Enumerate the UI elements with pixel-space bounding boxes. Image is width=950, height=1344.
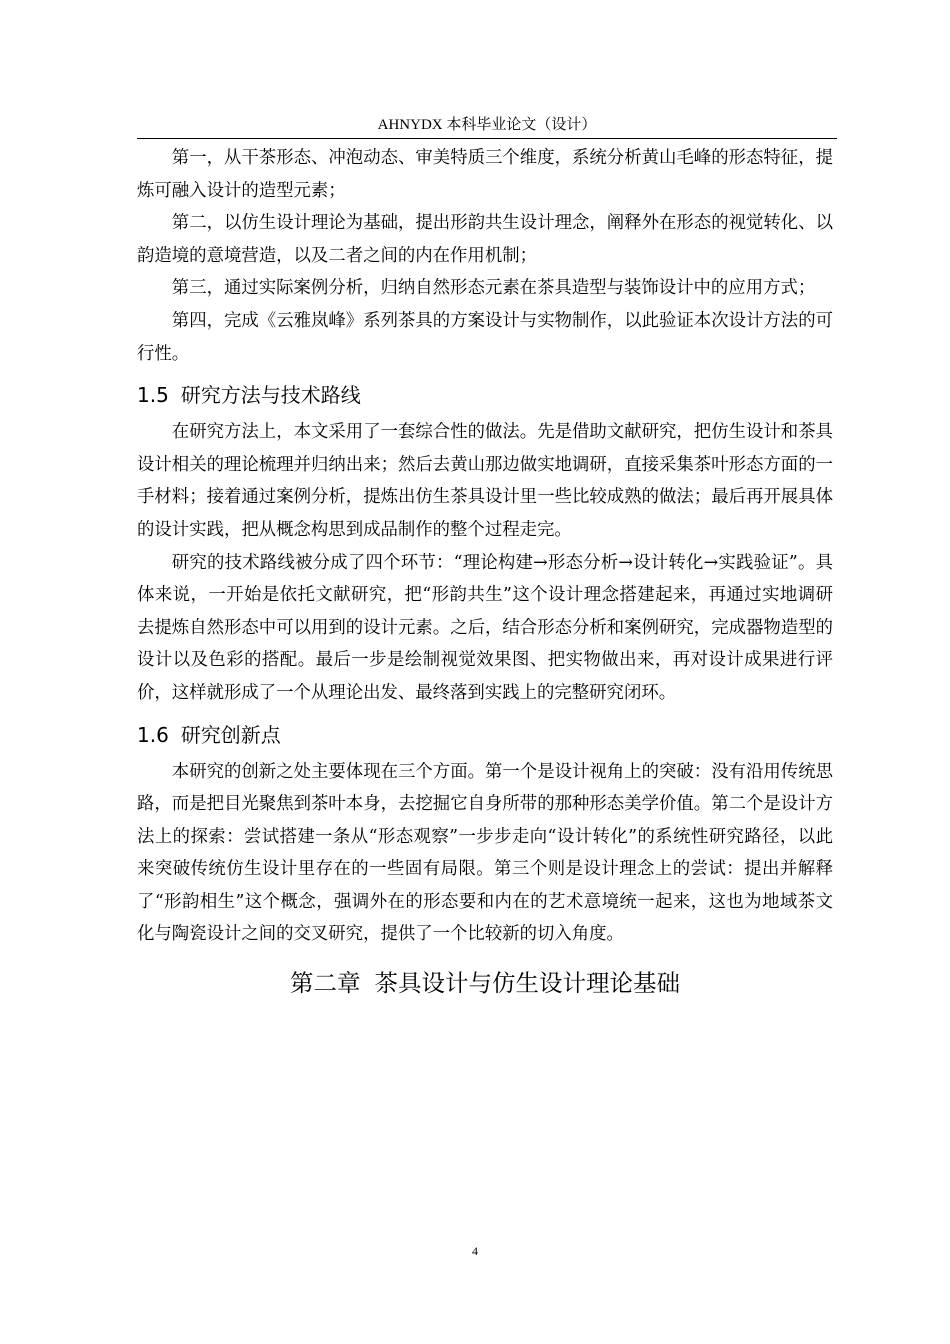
- section-heading-1-6: [137, 710, 833, 756]
- page-number: 4: [472, 1244, 478, 1258]
- section-title: 研究创新点: [180, 722, 281, 747]
- header-rule: [137, 138, 837, 139]
- section-heading-1-5: [137, 370, 833, 416]
- paragraph-objective-4: 第四，完成《云雅岚峰》系列茶具的方案设计与实物制作，以此验证本次设计方法的可行性。: [137, 310, 833, 364]
- paragraph-objective-3: 第三，通过实际案例分析，归纳自然形态元素在茶具造型与装饰设计中的应用方式；: [171, 278, 816, 299]
- chapter-number: 第二章: [290, 969, 361, 998]
- chapter-title: 茶具设计与仿生设计理论基础: [374, 969, 680, 998]
- body-content: [137, 142, 833, 1009]
- paragraph-objective-2: 第二，以仿生设计理论为基础，提出形韵共生设计理念，阐释外在形态的视觉转化、以韵造境的意境营造，以及二者之间的内在作用机制；: [137, 213, 833, 266]
- section-number: 1.5: [137, 383, 169, 408]
- paragraph-technical-route: 研究的技术路线被分成了四个环节：“理论构建→形态分析→设计转化→实践验证”。具体来说，一开始是依托文献研究，把“形韵共生”这个设计理念搭建起来，再通过实地调研去提炼自然形态中可以用到的设计元素。之后，结合形态分析和案例研究，完成器物造型的设计以及色彩的搭配。最后一步是绘制视觉效果图、把实物做出来，再对设计成果进行评价，这样就形成了一个从理论出发、最终落到实践上的完整研究闭环。: [137, 552, 833, 703]
- paragraph-research-methods: 在研究方法上，本文采用了一套综合性的做法。先是借助文献研究，把仿生设计和茶具设计相关的理论梳理并归纳出来；然后去黄山那边做实地调研，直接采集茶叶形态方面的一手材料；接着通过案例分析，提炼出仿生茶具设计里一些比较成熟的做法；最后再开展具体的设计实践，把从概念构思到成品制作的整个过程走完。: [137, 422, 833, 540]
- paragraph-objective-1: 第一，从干茶形态、冲泡动态、审美特质三个维度，系统分析黄山毛峰的形态特征，提炼可融入设计的造型元素；: [137, 148, 833, 201]
- section-title: 研究方法与技术路线: [180, 383, 361, 408]
- section-number: 1.6: [137, 722, 169, 747]
- running-header: AHNYDX 本科毕业论文（设计）: [377, 117, 597, 133]
- chapter-heading: [137, 951, 833, 1009]
- paragraph-innovation: 本研究的创新之处主要体现在三个方面。第一个是设计视角上的突破：没有沿用传统思路，而是把目光聚焦到茶叶本身，去挖掘它自身所带的那种形态美学价值。第二个是设计方法上的探索：尝试搭建一条从“形态观察”一步步走向“设计转化”的系统性研究路径，以此来突破传统仿生设计里存在的一些固有局限。第三个则是设计理念上的尝试：提出并解释了“形韵相生”这个概念，强调外在的形态要和内在的艺术意境统一起来，这也为地域茶文化与陶瓷设计之间的交叉研究，提供了一个比较新的切入角度。: [137, 761, 833, 945]
